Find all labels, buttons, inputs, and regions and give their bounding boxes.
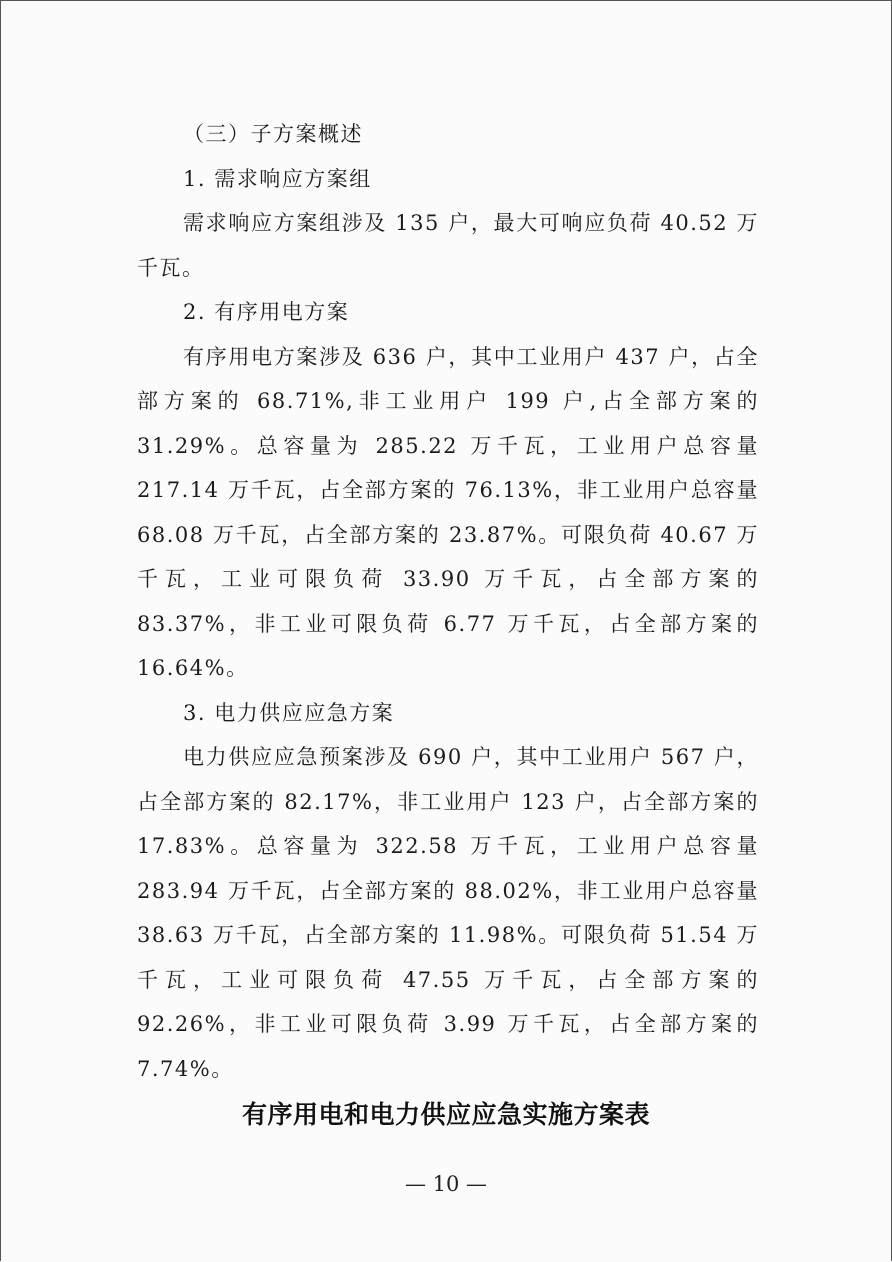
item-1-paragraph: 需求响应方案组涉及 135 户，最大可响应负荷 40.52 万千瓦。 <box>137 211 759 280</box>
section-heading: （三）子方案概述 <box>183 122 363 146</box>
document-body <box>137 112 759 1091</box>
item-3-title: 3. 电力供应应急方案 <box>183 700 395 725</box>
item-1-title: 1. 需求响应方案组 <box>183 166 372 191</box>
item-3-paragraph: 电力供应应急预案涉及 690 户，其中工业用户 567 户，占全部方案的 82.17%，非工业用户 123 户，占全部方案的 17.83%。总容量为 322.58 万千瓦，工业用户总容量 283.94 万千瓦，占全部方案的 88.02%，非工业用户总容量 38.63 万千瓦，占全部方案的 11.98%。可限负荷 51.54 万千瓦，工业可限负荷 47.55 万千瓦，占全部方案的 92.26%，非工业可限负荷 3.99 万千瓦，占全部方案的 7.74%。 <box>137 745 759 1081</box>
page-number: — 10 — <box>404 1172 488 1196</box>
item-2-paragraph: 有序用电方案涉及 636 户，其中工业用户 437 户，占全部方案的 68.71%,非工业用户 199 户,占全部方案的 31.29%。总容量为 285.22 万千瓦，工业用户总容量 217.14 万千瓦，占全部方案的 76.13%，非工业用户总容量 68.08 万千瓦，占全部方案的 23.87%。可限负荷 40.67 万千瓦，工业可限负荷 33.90 万千瓦，占全部方案的 83.37%，非工业可限负荷 6.77 万千瓦，占全部方案的 16.64%。 <box>137 344 759 680</box>
item-2-title: 2. 有序用电方案 <box>183 300 350 324</box>
table-title: 有序用电和电力供应应急实施方案表 <box>241 1100 650 1129</box>
